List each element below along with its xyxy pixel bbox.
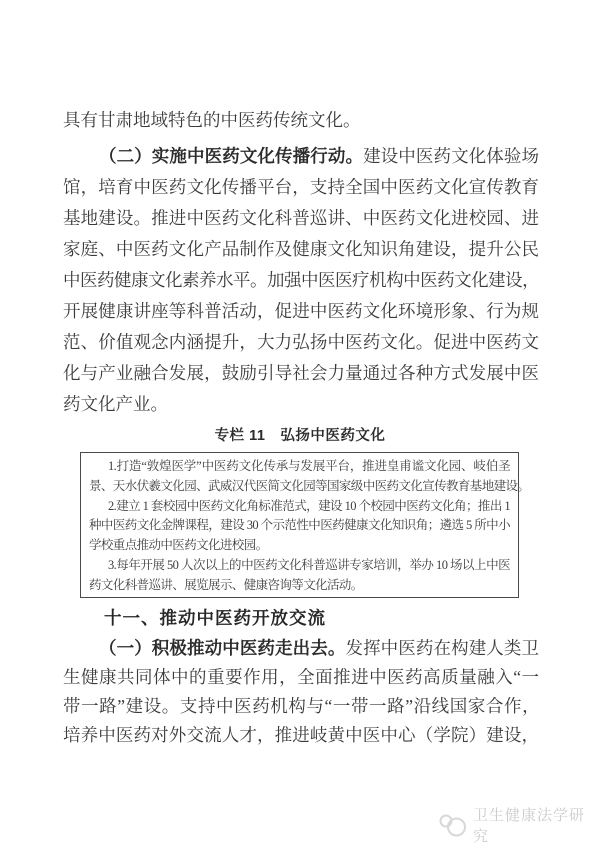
- text-line: 中医药健康文化素养水平。加强中医医疗机构中医药文化建设，: [63, 270, 539, 290]
- paragraph-3: [63, 634, 539, 750]
- paragraph-2: [63, 141, 539, 420]
- column-box: [80, 452, 530, 598]
- box-text-line: 1.打造“敦煌医学”中医药文化传承与发展平台，推进皇甫谧文化园、岐伯圣: [108, 459, 510, 473]
- watermark-text: 卫生健康法学研究: [473, 807, 586, 845]
- text-line: 开展健康讲座等科普活动，促进中医药文化环境形象、行为规: [63, 301, 539, 321]
- text-line: 具有甘肃地域特色的中医药传统文化。: [63, 110, 361, 130]
- box-text-line: 学校重点推动中医药文化进校园。: [89, 538, 268, 553]
- box-text-line: 药文化科普巡讲、展览展示、健康咨询等文化活动。: [89, 577, 363, 592]
- box-text-line: 2.建立 1 套校园中医药文化角标准范式，建设 10 个校园中医药文化角；推出 1: [108, 498, 510, 513]
- box-text-line: 3.每年开展 50 人次以上的中医药文化科普巡讲专家培训，举办 10 场以上中医: [108, 557, 510, 572]
- text-line: 带一路”建设。支持中医药机构与“一带一路”沿线国家合作，: [63, 696, 539, 716]
- text-line: 家庭、中医药文化产品制作及健康文化知识角建设，提升公民: [63, 239, 539, 259]
- paragraph-lead-bold: （一）积极推动中医药走出去。: [99, 638, 346, 658]
- text-line: 范、价值观念内涵提升，大力弘扬中医药文化。促进中医药文: [63, 332, 539, 352]
- text-line: 基地建设。推进中医药文化科普巡讲、中医药文化进校园、进: [63, 208, 539, 228]
- paragraph-1: [63, 105, 539, 136]
- box-text-line: 景、天水伏羲文化园、武威汉代医简文化园等国家级中医药文化宣传教育基地建设。: [89, 478, 530, 493]
- text-line: 药文化产业。: [63, 394, 168, 414]
- text-line: [63, 634, 539, 663]
- watermark: [438, 807, 600, 845]
- text-line: 馆，培育中医药文化传播平台，支持全国中医药文化宣传教育: [63, 177, 539, 197]
- paragraph-lead-bold: （二）实施中医药文化传播行动。: [99, 146, 364, 166]
- text-run: 建设中医药文化体验场: [363, 146, 539, 166]
- box-text-line: 种中医药文化金牌课程，建设 30 个示范性中医药健康文化知识角；遴选 5 所中小: [89, 518, 510, 533]
- text-run: 发挥中医药在构建人类卫: [345, 638, 540, 658]
- text-line: 生健康共同体中的重要作用，全面推进中医药高质量融入“一: [63, 667, 539, 687]
- column-box-title: 专栏 11 弘扬中医药文化: [214, 428, 386, 444]
- text-line: 化与产业融合发展，鼓励引导社会力量通过各种方式发展中医: [63, 363, 539, 383]
- section-heading: 十一、推动中医药开放交流: [104, 608, 326, 628]
- text-line: 培养中医药对外交流人才，推进岐黄中医中心（学院）建设，: [63, 725, 539, 745]
- watermark-logo-icon: [438, 812, 468, 839]
- text-line: [63, 141, 539, 172]
